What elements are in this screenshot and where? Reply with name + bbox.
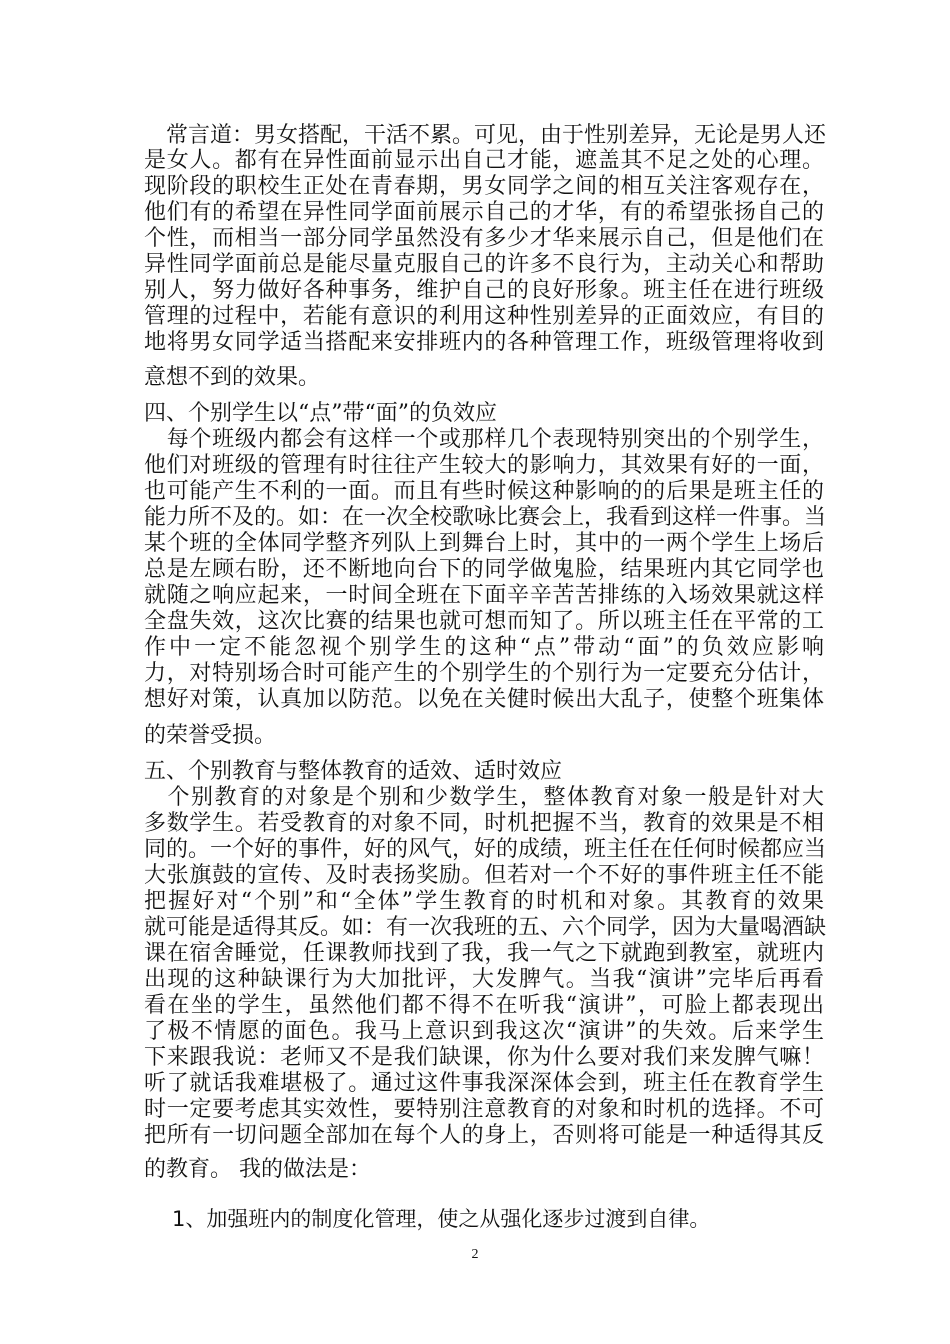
paragraph-line: 意想不到的效果。 xyxy=(144,365,321,390)
paragraph-line: 作中一定不能忽视个别学生的这种“点”带动“面”的负效应影响 xyxy=(144,635,824,660)
paragraph-line: 异性同学面前总是能尽量克服自己的许多不良行为，主动关心和帮助 xyxy=(144,252,824,277)
paragraph-line: 听了就话我难堪极了。通过这件事我深深体会到，班主任在教育学生 xyxy=(144,1071,824,1096)
paragraph-line: 能力所不及的。如：在一次全校歌咏比赛会上，我看到这样一件事。当 xyxy=(144,505,827,530)
paragraph-line: 他们有的希望在异性同学面前展示自己的才华，有的希望张扬自己的 xyxy=(144,200,824,225)
list-item-1: 1、加强班内的制度化管理，使之从强化逐步过渡到自律。 xyxy=(172,1207,711,1231)
paragraph-line: 课在宿舍睡觉，任课教师找到了我，我一气之下就跑到教室，就班内 xyxy=(144,941,824,966)
paragraph-line: 全盘失效，这次比赛的结果也就可想而知了。所以班主任在平常的工 xyxy=(144,609,824,634)
paragraph-line: 的教育。 我的做法是： xyxy=(144,1157,371,1182)
paragraph-line: 个别教育的对象是个别和少数学生，整体教育对象一般是针对大 xyxy=(144,785,824,810)
paragraph-line: 管理的过程中，若能有意识的利用这种性别差异的正面效应，有目的 xyxy=(144,304,824,329)
paragraph-line: 看在坐的学生，虽然他们都不得不在听我“演讲”，可脸上都表现出 xyxy=(144,993,824,1018)
paragraph-line: 多数学生。若受教育的对象不同，时机把握不当，教育的效果是不相 xyxy=(144,811,824,836)
paragraph-line: 总是左顾右盼，还不断地向台下的同学做鬼脸，结果班内其它同学也 xyxy=(144,557,824,582)
page-number: 2 xyxy=(471,1247,479,1262)
paragraph-line: 大张旗鼓的宣传、及时表扬奖励。但若对一个不好的事件班主任不能 xyxy=(144,863,824,888)
paragraph-line: 现阶段的职校生正处在青春期，男女同学之间的相互关注客观存在， xyxy=(144,174,824,199)
paragraph-line: 他们对班级的管理有时往往产生较大的影响力，其效果有好的一面， xyxy=(144,453,824,478)
paragraph-line: 就可能是适得其反。如：有一次我班的五、六个同学，因为大量喝酒缺 xyxy=(144,915,827,940)
paragraph-line: 就随之响应起来，一时间全班在下面辛辛苦苦排练的入场效果就这样 xyxy=(144,583,824,608)
paragraph-line: 也可能产生不利的一面。而且有些时候这种影响的的后果是班主任的 xyxy=(144,479,824,504)
paragraph-line: 时一定要考虑其实效性，要特别注意教育的对象和时机的选择。不可 xyxy=(144,1097,824,1122)
paragraph-line: 地将男女同学适当搭配来安排班内的各种管理工作，班级管理将收到 xyxy=(144,330,824,355)
paragraph-line: 出现的这种缺课行为大加批评，大发脾气。当我“演讲”完毕后再看 xyxy=(144,967,824,992)
paragraph-line: 个性，而相当一部分同学虽然没有多少才华来展示自己，但是他们在 xyxy=(144,226,824,251)
paragraph-line: 别人，努力做好各种事务，维护自己的良好形象。班主任在进行班级 xyxy=(144,278,824,303)
paragraph-line: 了极不情愿的面色。我马上意识到我这次“演讲”的失效。后来学生 xyxy=(144,1019,824,1044)
paragraph-line: 的荣誉受损。 xyxy=(144,723,277,748)
paragraph-line: 同的。一个好的事件，好的风气，好的成绩，班主任在任何时候都应当 xyxy=(144,837,827,862)
section-heading-5: 五、个别教育与整体教育的适效、适时效应 xyxy=(144,759,563,784)
paragraph-line: 是女人。都有在异性面前显示出自己才能，遮盖其不足之处的心理。 xyxy=(144,148,824,173)
paragraph-line: 把所有一切问题全部加在每个人的身上，否则将可能是一种适得其反 xyxy=(144,1123,824,1148)
paragraph-line: 常言道：男女搭配，干活不累。可见，由于性别差异，无论是男人还 xyxy=(144,123,827,148)
paragraph-line: 下来跟我说：老师又不是我们缺课，你为什么要对我们来发脾气嘛！ xyxy=(144,1045,824,1070)
paragraph-line: 力，对特别场合时可能产生的个别学生的个别行为一定要充分估计， xyxy=(144,661,824,686)
section-heading-4: 四、个别学生以“点”带“面”的负效应 xyxy=(144,401,497,426)
paragraph-line: 想好对策，认真加以防范。以免在关健时候出大乱子，使整个班集体 xyxy=(144,687,824,712)
paragraph-line: 把握好对“个别”和“全体”学生教育的时机和对象。其教育的效果 xyxy=(144,889,824,914)
paragraph-line: 每个班级内都会有这样一个或那样几个表现特别突出的个别学生， xyxy=(144,427,824,452)
paragraph-line: 某个班的全体同学整齐列队上到舞台上时，其中的一两个学生上场后 xyxy=(144,531,824,556)
